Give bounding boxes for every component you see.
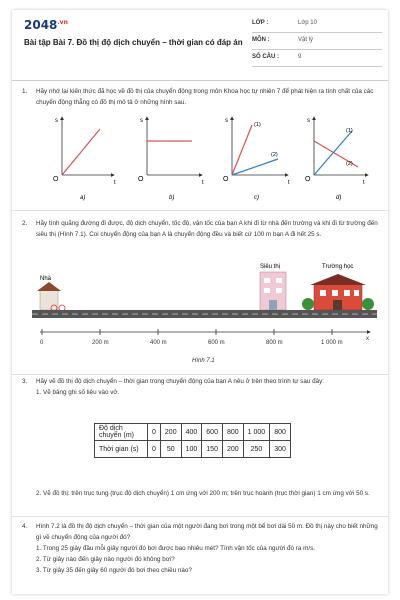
- table-cell: 250: [243, 441, 270, 458]
- table-cell: 50: [160, 441, 181, 458]
- axis-tick-label: 1 000 m: [321, 340, 343, 346]
- table-row: [95, 424, 291, 441]
- home-label: Nhà: [40, 276, 52, 282]
- school-icon: [302, 274, 374, 310]
- divider: [12, 210, 388, 211]
- axis-s-label: s: [225, 118, 228, 124]
- school-label: Trường học: [322, 264, 354, 270]
- table-cell: 800: [222, 424, 243, 441]
- table-row-header: Thời gian (s): [95, 441, 148, 458]
- meta-label: SỐ CÂU :: [252, 54, 279, 60]
- supermarket-label: Siêu thị: [260, 264, 281, 270]
- table-cell: 400: [181, 424, 202, 441]
- axis-t-label: t: [363, 180, 365, 186]
- graph-caption: b): [169, 195, 175, 201]
- question-3: [22, 376, 378, 398]
- question-number: 2.: [22, 220, 28, 227]
- figure-caption: Hình 7.1: [192, 358, 215, 364]
- table-cell: 600: [202, 424, 223, 441]
- table-cell: 0: [148, 441, 161, 458]
- table-cell: 100: [181, 441, 202, 458]
- axis-tick-label: 200 m: [92, 340, 109, 346]
- axis-s-label: s: [55, 118, 58, 124]
- supermarket-icon: [260, 272, 286, 310]
- question-text: Hình 7.2 là đồ thị độ dịch chuyển – thời gian của một người đang bơi trong một bể bơi dài 50 m. Đồ thị này cho biết những gì về chuyển động của người đó?: [36, 523, 378, 541]
- line-label-1: (1): [346, 128, 353, 134]
- axis-tick-label: 600 m: [208, 340, 225, 346]
- route-figure: [32, 258, 377, 368]
- meta-count: [252, 50, 382, 67]
- document-header: [12, 10, 388, 81]
- question-3-step-2: [22, 488, 378, 499]
- question-step: 1. Vẽ bảng ghi số liệu vào vở.: [36, 389, 120, 396]
- graph-caption: c): [254, 195, 259, 201]
- table-cell: 200: [222, 441, 243, 458]
- origin-label: O: [138, 176, 144, 183]
- graph-d: [305, 117, 368, 201]
- graph-a: [53, 117, 116, 201]
- axis-tick-label: 800 m: [266, 340, 283, 346]
- table-cell: 150: [202, 441, 223, 458]
- question-item: 1. Trong 25 giây đầu mỗi giây người đó bơi được bao nhiêu mét? Tính vận tốc của người đó ra m/s.: [36, 545, 315, 552]
- origin-label: O: [223, 176, 229, 183]
- origin-label: O: [53, 176, 59, 183]
- meta-table: [252, 16, 382, 67]
- graph-caption: d): [336, 195, 342, 201]
- graph-d-line-2: [314, 131, 352, 175]
- question-1: [22, 86, 378, 108]
- page-title: Bài tập Bài 7. Đồ thị độ dịch chuyển – thời gian có đáp án: [24, 38, 243, 47]
- axis-s-label: s: [307, 118, 310, 124]
- meta-value: Vật lý: [298, 37, 314, 43]
- question-item: 3. Từ giây 35 đến giây 60 người đó bơi theo chiều nào?: [36, 567, 192, 574]
- motion-graphs-figure: [52, 113, 372, 203]
- table-cell: 800: [270, 424, 291, 441]
- graph-c-line-1: [232, 125, 252, 175]
- graph-caption: a): [80, 195, 86, 201]
- table-row-header: Độ dịch chuyển (m): [95, 424, 148, 441]
- meta-subject: [252, 33, 382, 50]
- question-text: Hãy vẽ đồ thị độ dịch chuyển – thời gian trong chuyển động của bạn A nêu ở trên theo trình tự sau đây:: [36, 378, 324, 385]
- axis-t-label: t: [202, 180, 204, 186]
- meta-class: [252, 16, 382, 33]
- graph-b: [138, 117, 204, 201]
- home-icon: [37, 282, 65, 311]
- divider: [12, 374, 388, 375]
- table-cell: 300: [270, 441, 291, 458]
- axis-tick-label: 400 m: [150, 340, 167, 346]
- axis-s-label: s: [140, 118, 143, 124]
- meta-label: MÔN :: [252, 37, 270, 43]
- question-2: [22, 218, 378, 240]
- question-4: [22, 521, 378, 576]
- question-text: Hãy tính quãng đường đi được, độ dịch chuyển, tốc độ, vận tốc của bạn A khi đi từ nhà đến trường và khi đi từ trường đến siêu thị (Hình 7.1). Coi chuyển động của bạn A là chuyển động đều và biết cứ 100 m bạn A đi hết 25 s.: [36, 220, 378, 238]
- site-logo[interactable]: [24, 18, 68, 32]
- question-step: 2. Vẽ đồ thị: trên trục tung (trục độ dịch chuyển) 1 cm ứng với 200 m; trên trục hoành (trục thời gian) 1 cm ứng với 50 s.: [36, 490, 370, 497]
- axis-tick-label: 0: [40, 340, 44, 346]
- axis-t-label: t: [288, 180, 290, 186]
- meta-label: LỚP :: [252, 20, 269, 26]
- graph-c: [223, 117, 290, 201]
- data-table: [94, 423, 291, 458]
- table-cell: 0: [148, 424, 161, 441]
- question-number: 4.: [22, 523, 28, 530]
- graph-a-line: [62, 129, 100, 175]
- graph-c-line-2: [232, 159, 278, 175]
- logo-text: 2048: [24, 18, 58, 32]
- question-number: 3.: [22, 378, 28, 385]
- document-page: [12, 10, 388, 594]
- logo-suffix: .vn: [57, 19, 68, 26]
- meta-value: Lớp 10: [298, 20, 317, 26]
- axis-t-label: t: [114, 180, 116, 186]
- table-cell: 1 000: [243, 424, 270, 441]
- question-text: Hãy nhớ lại kiến thức đã học về đồ thị của chuyển động trong môn Khoa học tự nhiên 7 để phát hiện ra tính chất của các chuyển động thẳng có đồ thị mô tả ở những hình sau.: [36, 88, 374, 106]
- line-label-2: (2): [346, 161, 353, 167]
- divider: [12, 516, 388, 517]
- table-cell: 200: [160, 424, 181, 441]
- table-row: [95, 441, 291, 458]
- origin-label: O: [305, 176, 311, 183]
- line-label-2: (2): [271, 152, 278, 158]
- line-label-1: (1): [254, 122, 261, 128]
- question-number: 1.: [22, 88, 28, 95]
- meta-value: 9: [298, 54, 302, 60]
- question-item: 2. Từ giây nào đến giây nào người đó không bơi?: [36, 556, 175, 563]
- axis-name-label: x: [366, 336, 369, 342]
